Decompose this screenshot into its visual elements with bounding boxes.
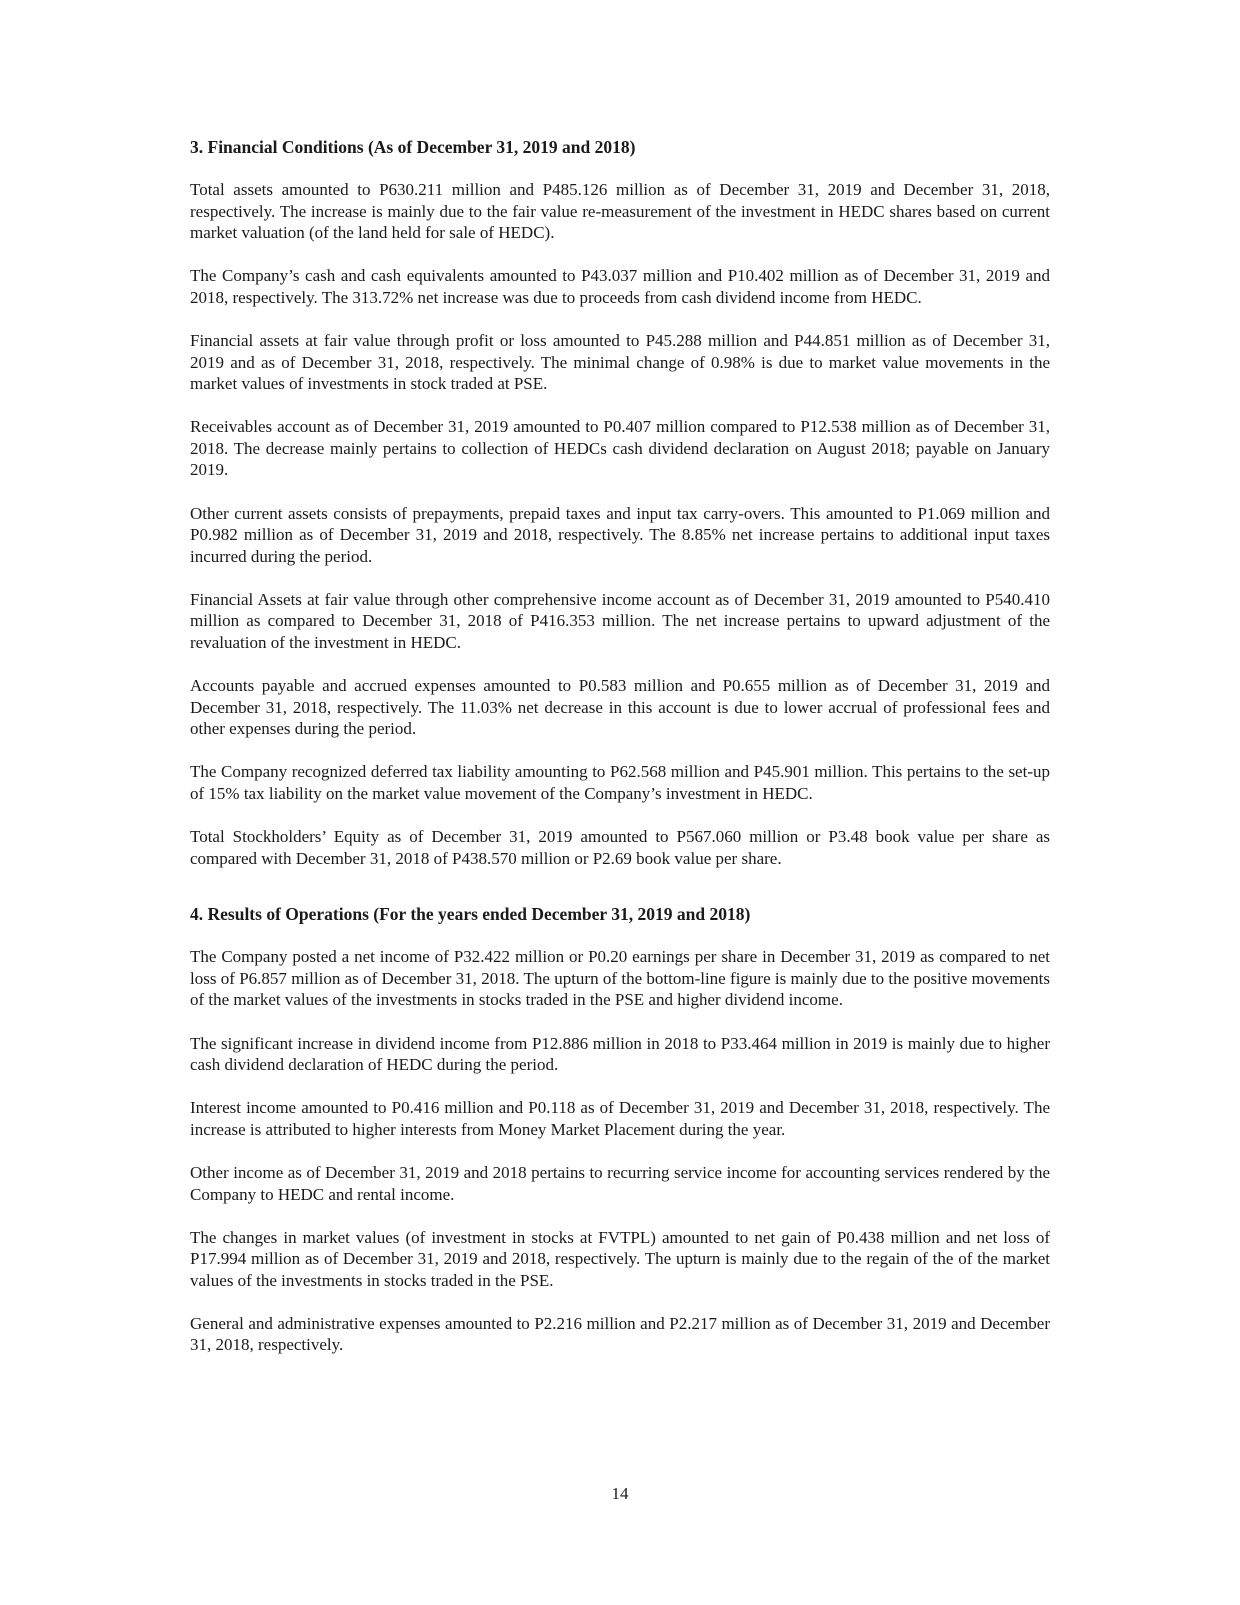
- paragraph-accounts-payable: Accounts payable and accrued expenses amounted to P0.583 million and P0.655 million as of December 31, 2019 and December 31, 2018, respectively. The 11.03% net decrease in this account is due to lower accrual of professional fees and other expenses during the period.: [190, 676, 1050, 739]
- paragraph-cash-equivalents: The Company’s cash and cash equivalents amounted to P43.037 million and P10.402 million as of December 31, 2019 and 2018, respectively. The 313.72% net increase was due to proceeds from cash dividend income from HEDC.: [190, 266, 1050, 307]
- paragraph-other-income: Other income as of December 31, 2019 and 2018 pertains to recurring service income for accounting services rendered by the Company to HEDC and rental income.: [190, 1162, 1050, 1204]
- paragraph-financial-assets-fvtpl: Financial assets at fair value through profit or loss amounted to P45.288 million and P44.851 million as of December 31, 2019 and as of December 31, 2018, respectively. The minimal change of 0.98% is due to market value movements in the market values of investments in stock traded at PSE.: [190, 330, 1050, 394]
- paragraph-net-income: The Company posted a net income of P32.422 million or P0.20 earnings per share in December 31, 2019 as compared to net loss of P6.857 million as of December 31, 2018. The upturn of the bottom-line figure is mainly due to the positive movements of the market values of the investments in stocks traded in the PSE and higher dividend income.: [190, 947, 1050, 1010]
- document-page: [190, 136, 1050, 1378]
- paragraph-financial-assets-fvoci: Financial Assets at fair value through other comprehensive income account as of December 31, 2019 amounted to P540.410 million as compared to December 31, 2018 of P416.353 million. The net increase pertains to upward adjustment of the revaluation of the investment in HEDC.: [190, 589, 1050, 652]
- section-heading-results-of-operations: 4. Results of Operations (For the years ended December 31, 2019 and 2018): [190, 904, 751, 925]
- paragraph-other-current-assets: Other current assets consists of prepayments, prepaid taxes and input tax carry-overs. This amounted to P1.069 million and P0.982 million as of December 31, 2019 and 2018, respectively. The 8.85% net increase pertains to additional input taxes incurred during the period.: [190, 503, 1050, 566]
- paragraph-deferred-tax: The Company recognized deferred tax liability amounting to P62.568 million and P45.901 million. This pertains to the set-up of 15% tax liability on the market value movement of the Company’s investment in HEDC.: [190, 762, 1050, 803]
- section-financial-conditions: [190, 136, 1050, 869]
- paragraph-admin-expenses: General and administrative expenses amounted to P2.216 million and P2.217 million as of December 31, 2019 and December 31, 2018, respectively.: [190, 1313, 1050, 1355]
- section-results-of-operations: [190, 903, 1050, 1356]
- page-number: 14: [611, 1484, 629, 1503]
- paragraph-market-value-changes: The changes in market values (of investment in stocks at FVTPL) amounted to net gain of P0.438 million and net loss of P17.994 million as of December 31, 2019 and 2018, respectively. The upturn is mainly due to the regain of the of the market values of the investments in stocks traded in the PSE.: [190, 1227, 1050, 1290]
- paragraph-dividend-income: The significant increase in dividend income from P12.886 million in 2018 to P33.464 million in 2019 is mainly due to higher cash dividend declaration of HEDC during the period.: [190, 1033, 1050, 1075]
- section-heading-financial-conditions: 3. Financial Conditions (As of December 31, 2019 and 2018): [190, 137, 636, 157]
- paragraph-total-assets: Total assets amounted to P630.211 million and P485.126 million as of December 31, 2019 and December 31, 2018, respectively. The increase is mainly due to the fair value re-measurement of the investment in HEDC shares based on current market valuation (of the land held for sale of HEDC).: [190, 180, 1050, 243]
- paragraph-stockholders-equity: Total Stockholders’ Equity as of December 31, 2019 amounted to P567.060 million or P3.48 book value per share as compared with December 31, 2018 of P438.570 million or P2.69 book value per share.: [190, 827, 1050, 868]
- paragraph-interest-income: Interest income amounted to P0.416 million and P0.118 as of December 31, 2019 and December 31, 2018, respectively. The increase is attributed to higher interests from Money Market Placement during the year.: [190, 1098, 1050, 1139]
- paragraph-receivables: Receivables account as of December 31, 2019 amounted to P0.407 million compared to P12.538 million as of December 31, 2018. The decrease mainly pertains to collection of HEDCs cash dividend declaration on August 2018; payable on January 2019.: [190, 417, 1050, 480]
